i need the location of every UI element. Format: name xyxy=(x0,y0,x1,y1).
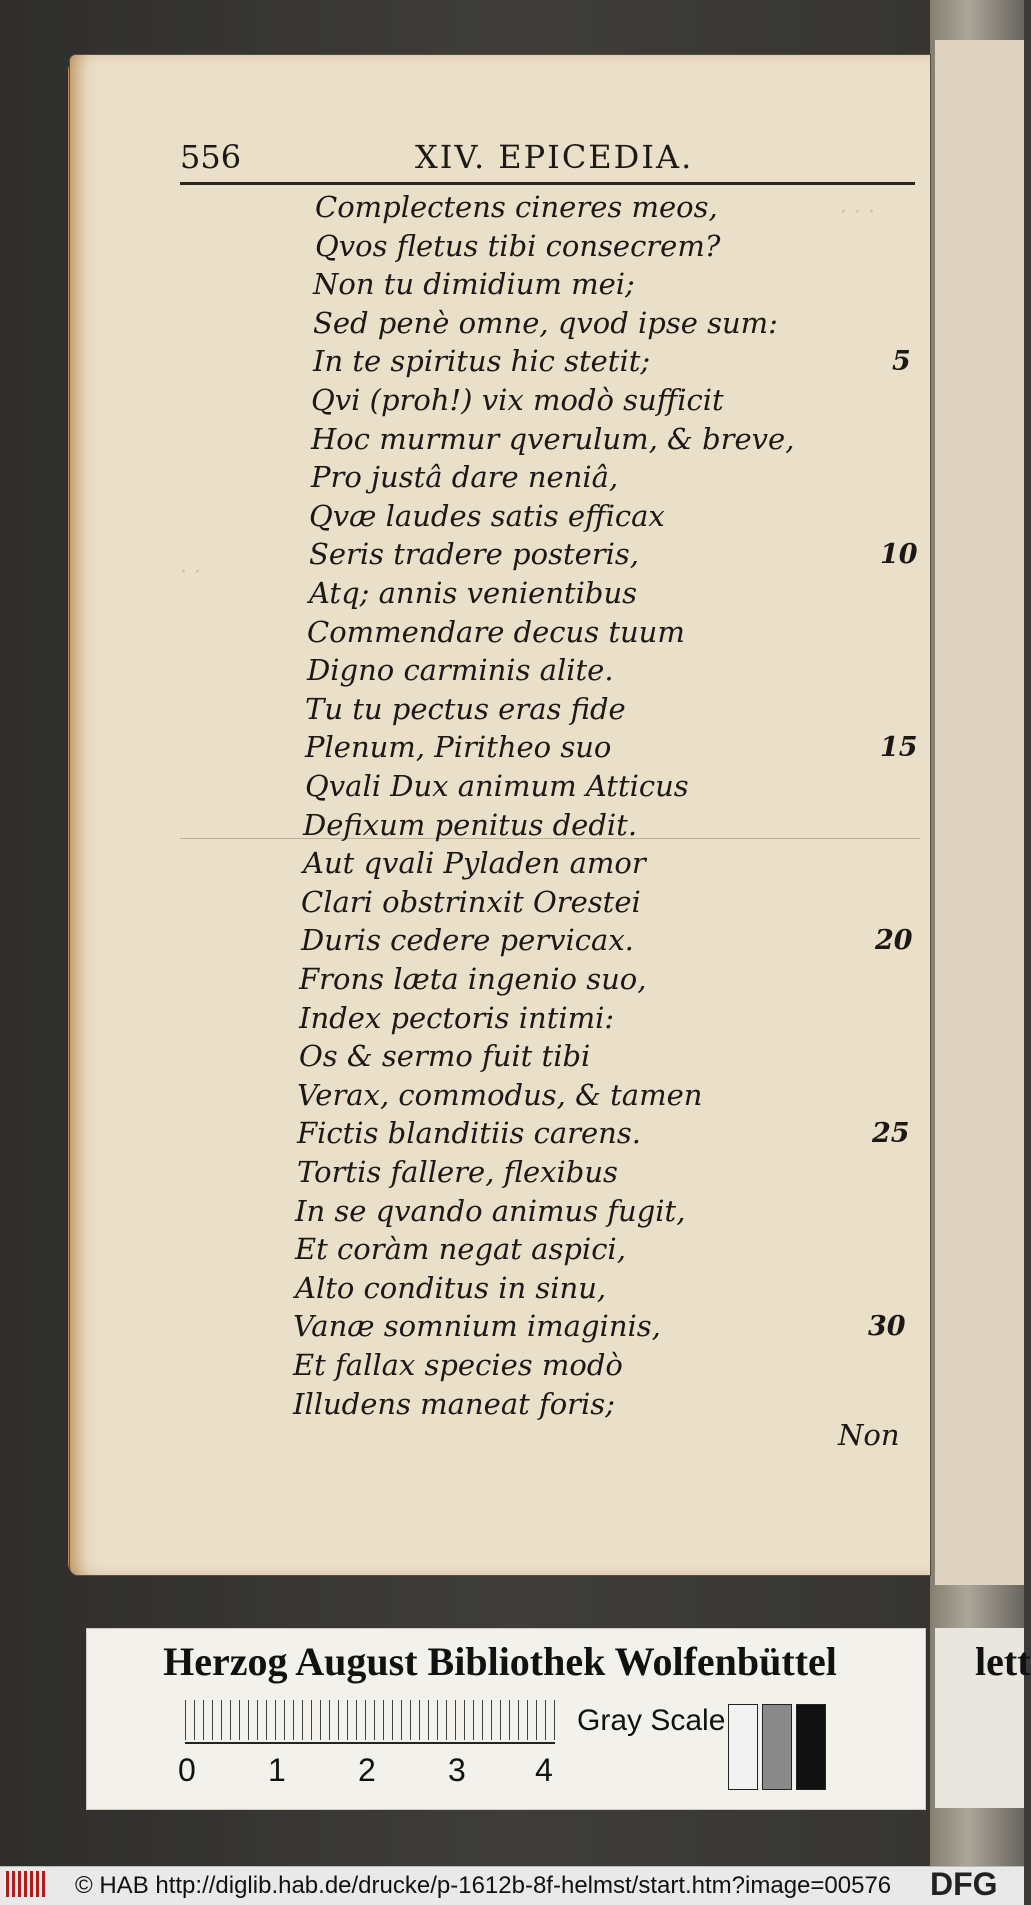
poem-line: Clari obstrinxit Orestei xyxy=(301,884,641,919)
poem-line: Et coràm negat aspici, xyxy=(295,1232,626,1267)
ruler-number: 4 xyxy=(535,1752,553,1788)
poem-line: Aut qvali Pyladen amor xyxy=(303,846,646,881)
catchword: Non xyxy=(838,1418,900,1452)
poem-line: Qvæ laudes satis efficax xyxy=(309,498,665,533)
poem-line: Tortis fallere, flexibus xyxy=(297,1155,618,1189)
poem-line: Illudens maneat foris; xyxy=(293,1386,615,1421)
poem-line: Qvos fletus tibi consecrem? xyxy=(315,228,721,263)
ruler-number: 0 xyxy=(178,1752,196,1788)
header-rule xyxy=(180,182,915,185)
page-header xyxy=(180,138,920,178)
dfg-logo: DFG xyxy=(930,1866,998,1902)
poem-line: Os & sermo fuit tibi xyxy=(299,1039,591,1074)
poem-line: Hoc murmur qverulum, & breve, xyxy=(311,421,795,456)
poem-line: Plenum, Piritheo suo xyxy=(305,730,612,765)
poem-line: Frons læta ingenio suo, xyxy=(299,962,647,996)
poem-line: Seris tradere posteris, xyxy=(309,537,640,572)
line-number: 20 xyxy=(875,925,913,957)
ruler-number: 3 xyxy=(448,1752,466,1788)
line-number: 10 xyxy=(880,539,918,571)
poem-line: Et fallax species modò xyxy=(293,1348,623,1382)
poem-line: Qvi (proh!) vix modò sufficit xyxy=(311,383,724,417)
gray-scale-label: Gray Scale xyxy=(577,1704,726,1737)
poem-line: Verax, commodus, & tamen xyxy=(297,1077,703,1112)
ruler-number: 1 xyxy=(268,1752,286,1788)
line-number: 15 xyxy=(880,732,918,764)
poem-line: In te spiritus hic stetit; xyxy=(313,344,651,379)
ruler-number: 2 xyxy=(358,1752,376,1788)
poem-line: Tu tu pectus eras fide xyxy=(305,691,626,726)
line-number: 25 xyxy=(872,1118,910,1150)
gray-swatch-mid xyxy=(762,1704,792,1790)
poem-line: Sed penè omne, qvod ipse sum: xyxy=(313,305,778,340)
library-title: Herzog August Bibliothek Wolfenbüttel xyxy=(163,1639,837,1684)
ruler xyxy=(185,1702,555,1744)
running-head: XIV. EPICEDIA. xyxy=(415,138,694,176)
gray-swatch-light xyxy=(728,1704,758,1790)
line-number: 5 xyxy=(892,346,911,378)
page-number: 556 xyxy=(180,138,242,176)
poem-line: Alto conditus in sinu, xyxy=(295,1270,607,1305)
facing-page xyxy=(935,40,1024,1585)
poem-line: In se qvando animus fugit, xyxy=(295,1193,686,1228)
copyright-link[interactable]: © HAB http://diglib.hab.de/drucke/p-1612b-8f-helmst/start.htm?image=00576 xyxy=(75,1872,892,1899)
poem-line: Fictis blanditiis carens. xyxy=(297,1116,641,1151)
hab-logo-icon xyxy=(6,1871,46,1897)
poem-line: Vanæ somnium imaginis, xyxy=(293,1309,661,1344)
bleed-through: · · xyxy=(180,560,201,585)
poem-line: Atq; annis venientibus xyxy=(309,576,638,610)
poem-line: Defixum penitus dedit. xyxy=(303,807,638,842)
bleed-through: · · · xyxy=(840,200,875,225)
poem-line: Commendare decus tuum xyxy=(307,614,685,649)
poem-line: Duris cedere pervicax. xyxy=(301,923,634,958)
gray-swatch-dark xyxy=(796,1704,826,1790)
poem-line: Pro justâ dare neniâ, xyxy=(311,460,619,495)
facing-card-text: lett xyxy=(975,1639,1031,1684)
poem-line: Digno carminis alite. xyxy=(307,653,614,688)
line-number: 30 xyxy=(868,1311,906,1343)
poem-line: Qvali Dux animum Atticus xyxy=(305,769,689,803)
poem-line: Complectens cineres meos, xyxy=(315,190,718,224)
poem-line: Non tu dimidium mei; xyxy=(313,267,635,302)
poem-line: Index pectoris intimi: xyxy=(299,1000,615,1035)
